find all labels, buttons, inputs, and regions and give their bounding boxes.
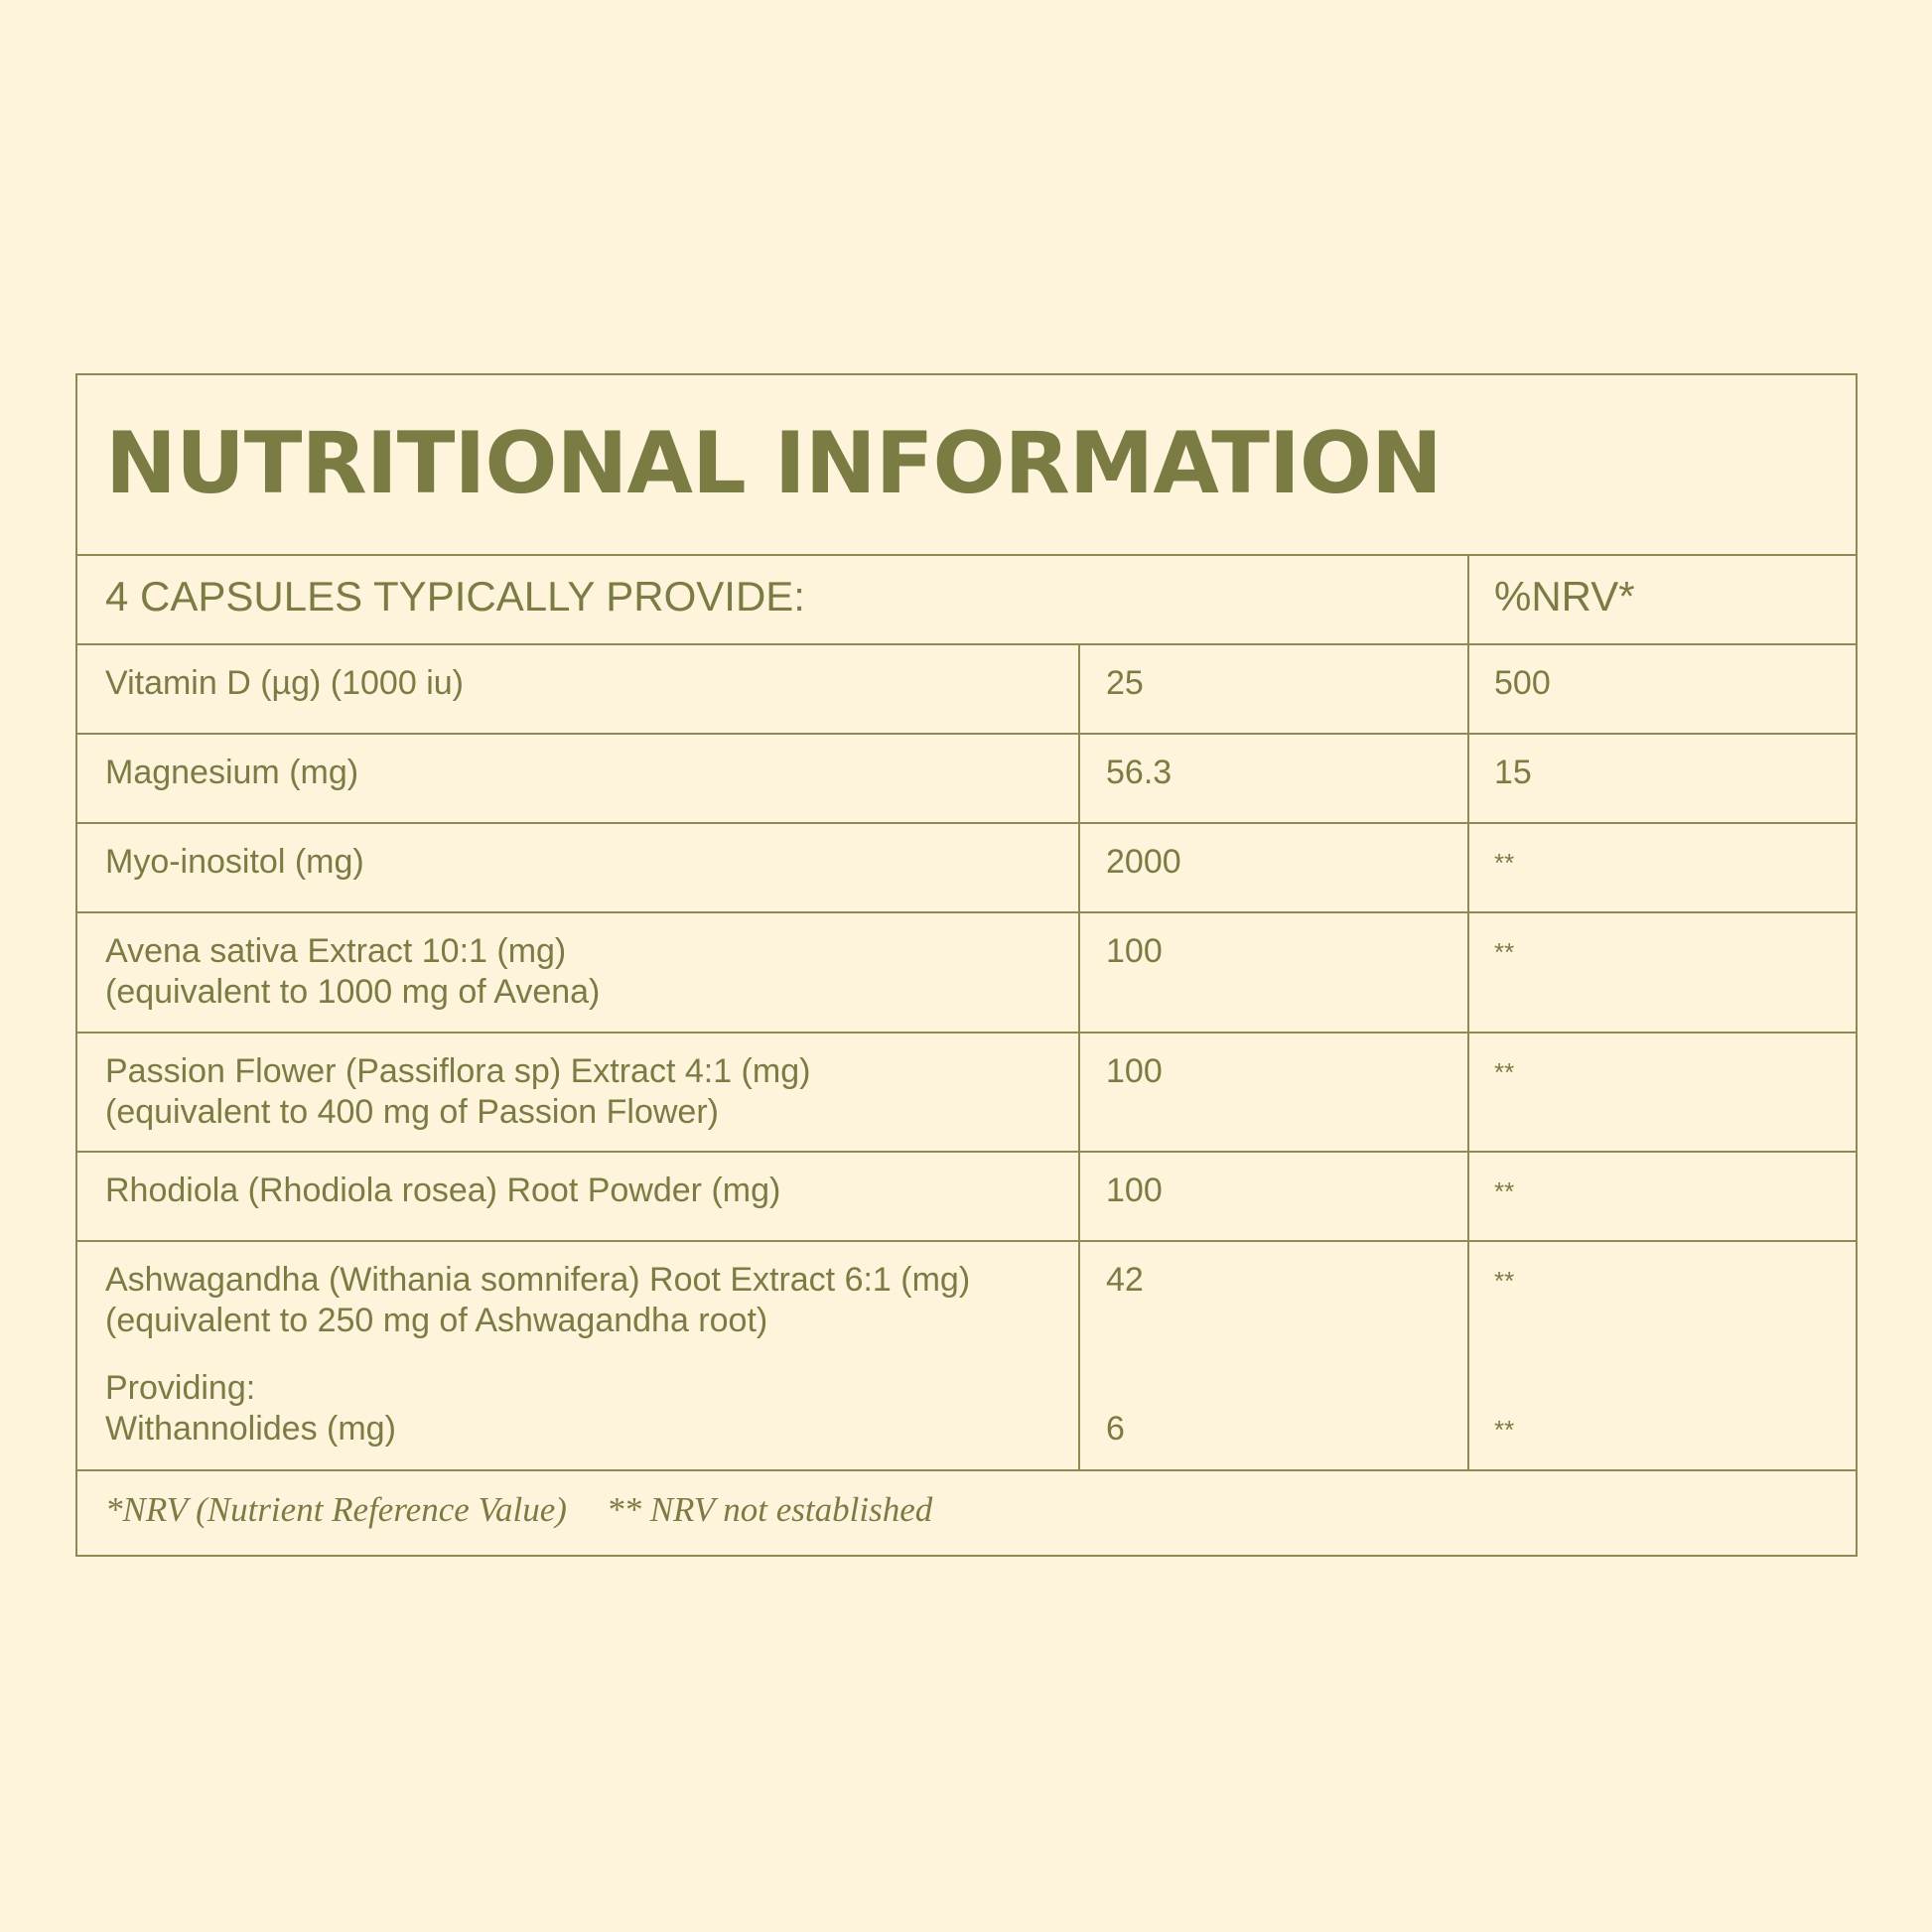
column-divider	[1078, 643, 1080, 1469]
page-title: NUTRITIONAL INFORMATION	[105, 414, 1442, 513]
row-divider	[77, 1151, 1856, 1153]
row-divider	[77, 911, 1856, 913]
nutrient-name: Magnesium (mg)	[105, 754, 359, 791]
nutrient-amount: 42	[1106, 1261, 1144, 1299]
row-divider	[77, 733, 1856, 735]
footnote	[105, 1492, 932, 1527]
nutrient-amount: 25	[1106, 664, 1144, 702]
column-divider	[1467, 554, 1469, 1469]
nutrient-name: Ashwagandha (Withania somnifera) Root Extract 6:1 (mg) (equivalent to 250 mg of Ashwagandha root)	[105, 1261, 971, 1339]
row-divider	[77, 1469, 1856, 1471]
nrv-footnote: *NRV (Nutrient Reference Value)	[105, 1490, 567, 1529]
row-divider	[77, 1240, 1856, 1242]
nutrient-amount: 6	[1106, 1410, 1125, 1448]
row-divider	[77, 1032, 1856, 1034]
nrv-header: %NRV*	[1494, 573, 1635, 620]
row-divider	[77, 822, 1856, 824]
nutrient-nrv: **	[1494, 1415, 1515, 1445]
nutrition-panel	[75, 373, 1858, 1557]
row-divider	[77, 643, 1856, 645]
nutrient-amount: 2000	[1106, 843, 1181, 881]
nutrient-nrv: 500	[1494, 664, 1551, 702]
nutrient-nrv: 15	[1494, 754, 1532, 791]
nutrient-name: Providing: Withannolides (mg)	[105, 1369, 396, 1448]
nutrient-nrv: **	[1494, 1057, 1515, 1087]
not-established-footnote: ** NRV not established	[606, 1490, 933, 1529]
nutrient-amount: 100	[1106, 1052, 1163, 1090]
nutrient-name: Vitamin D (µg) (1000 iu)	[105, 664, 464, 702]
nutrient-amount: 100	[1106, 1172, 1163, 1209]
nutrient-amount: 56.3	[1106, 754, 1173, 791]
nutrient-name: Avena sativa Extract 10:1 (mg) (equivalent to 1000 mg of Avena)	[105, 932, 601, 1011]
nutrient-nrv: **	[1494, 1266, 1515, 1296]
nutrient-nrv: **	[1494, 848, 1515, 878]
nutrient-nrv: **	[1494, 937, 1515, 967]
nutrient-name: Rhodiola (Rhodiola rosea) Root Powder (mg)	[105, 1172, 781, 1209]
nutrient-name: Myo-inositol (mg)	[105, 843, 364, 881]
nutrient-nrv: **	[1494, 1176, 1515, 1206]
row-divider	[77, 554, 1856, 556]
serving-header: 4 CAPSULES TYPICALLY PROVIDE:	[105, 573, 805, 620]
nutrient-amount: 100	[1106, 932, 1163, 970]
nutrient-name: Passion Flower (Passiflora sp) Extract 4:1 (mg) (equivalent to 400 mg of Passion Flower)	[105, 1052, 811, 1131]
